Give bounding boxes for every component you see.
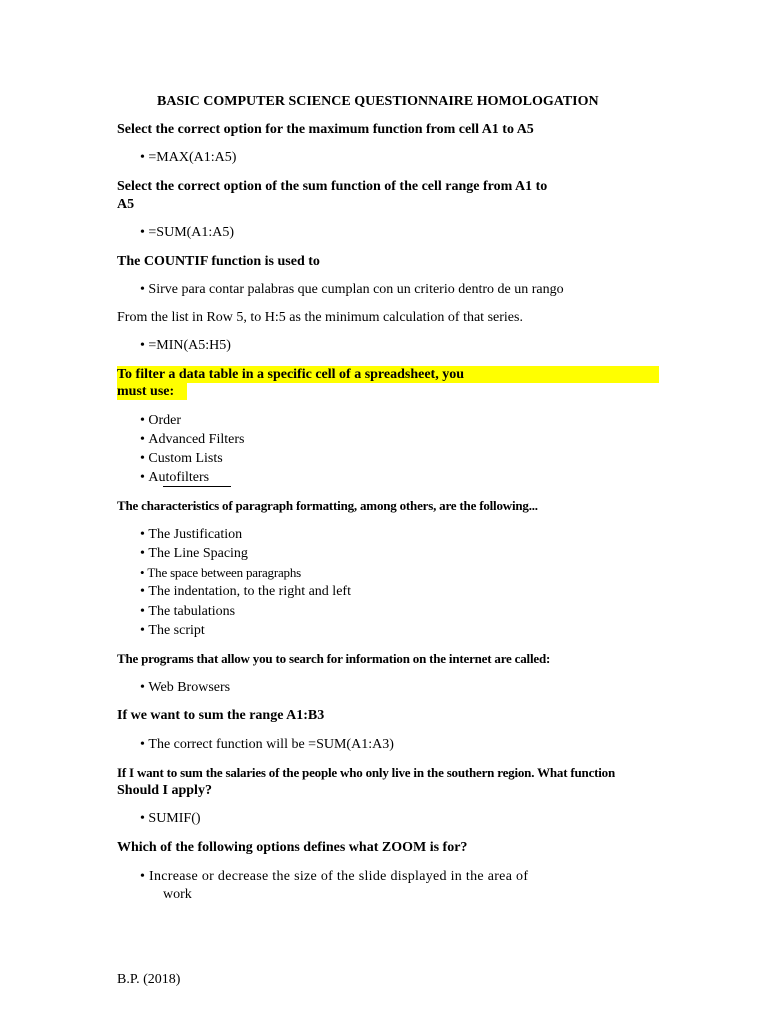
option-custom-lists: • Custom Lists <box>140 450 223 468</box>
question-2-line-2: A5 <box>117 197 135 212</box>
question-5-line-1: To filter a data table in a specific cell of a spreadsheet, you <box>117 367 464 382</box>
question-9-line-1: If I want to sum the salaries of the people who only live in the southern region. What function <box>117 765 616 780</box>
question-8: If we want to sum the range A1:B3 <box>117 708 325 723</box>
option-autofilters: • Autofilters <box>140 469 209 487</box>
question-3: The COUNTIF function is used to <box>117 254 320 269</box>
list-item: • The indentation, to the right and left <box>140 583 351 601</box>
answer-4: • =MIN(A5:H5) <box>140 337 231 355</box>
page-title: BASIC COMPUTER SCIENCE QUESTIONNAIRE HOMOLOGATION <box>157 94 599 109</box>
list-item: • The Justification <box>140 526 242 544</box>
option-advanced-filters: • Advanced Filters <box>140 431 244 449</box>
question-7: The programs that allow you to search for information on the internet are called: <box>117 651 551 666</box>
question-6: The characteristics of paragraph formatting, among others, are the following... <box>117 498 538 513</box>
answer-10-line-2: work <box>163 887 192 902</box>
answer-underline <box>163 486 231 487</box>
answer-2: • =SUM(A1:A5) <box>140 224 234 242</box>
question-9-line-2: Should I apply? <box>117 783 212 798</box>
question-2-line-1: Select the correct option of the sum function of the cell range from A1 to <box>117 179 548 194</box>
answer-8: • The correct function will be =SUM(A1:A3) <box>140 736 394 754</box>
footer-text: B.P. (2018) <box>117 972 181 987</box>
list-item: • The Line Spacing <box>140 545 248 563</box>
question-5-line-2: must use: <box>117 384 175 399</box>
question-4: From the list in Row 5, to H:5 as the minimum calculation of that series. <box>117 310 523 325</box>
list-item: • The tabulations <box>140 603 235 621</box>
option-order: • Order <box>140 412 181 430</box>
question-10: Which of the following options defines what ZOOM is for? <box>117 840 468 855</box>
answer-3: • Sirve para contar palabras que cumplan con un criterio dentro de un rango <box>140 281 564 299</box>
answer-10-line-1: • Increase or decrease the size of the slide displayed in the area of <box>140 868 528 886</box>
answer-7: • Web Browsers <box>140 679 230 697</box>
list-item: • The script <box>140 622 205 640</box>
answer-1: • =MAX(A1:A5) <box>140 149 236 167</box>
answer-9: • SUMIF() <box>140 810 201 828</box>
question-1: Select the correct option for the maximum function from cell A1 to A5 <box>117 122 534 137</box>
list-item: • The space between paragraphs <box>140 564 301 582</box>
